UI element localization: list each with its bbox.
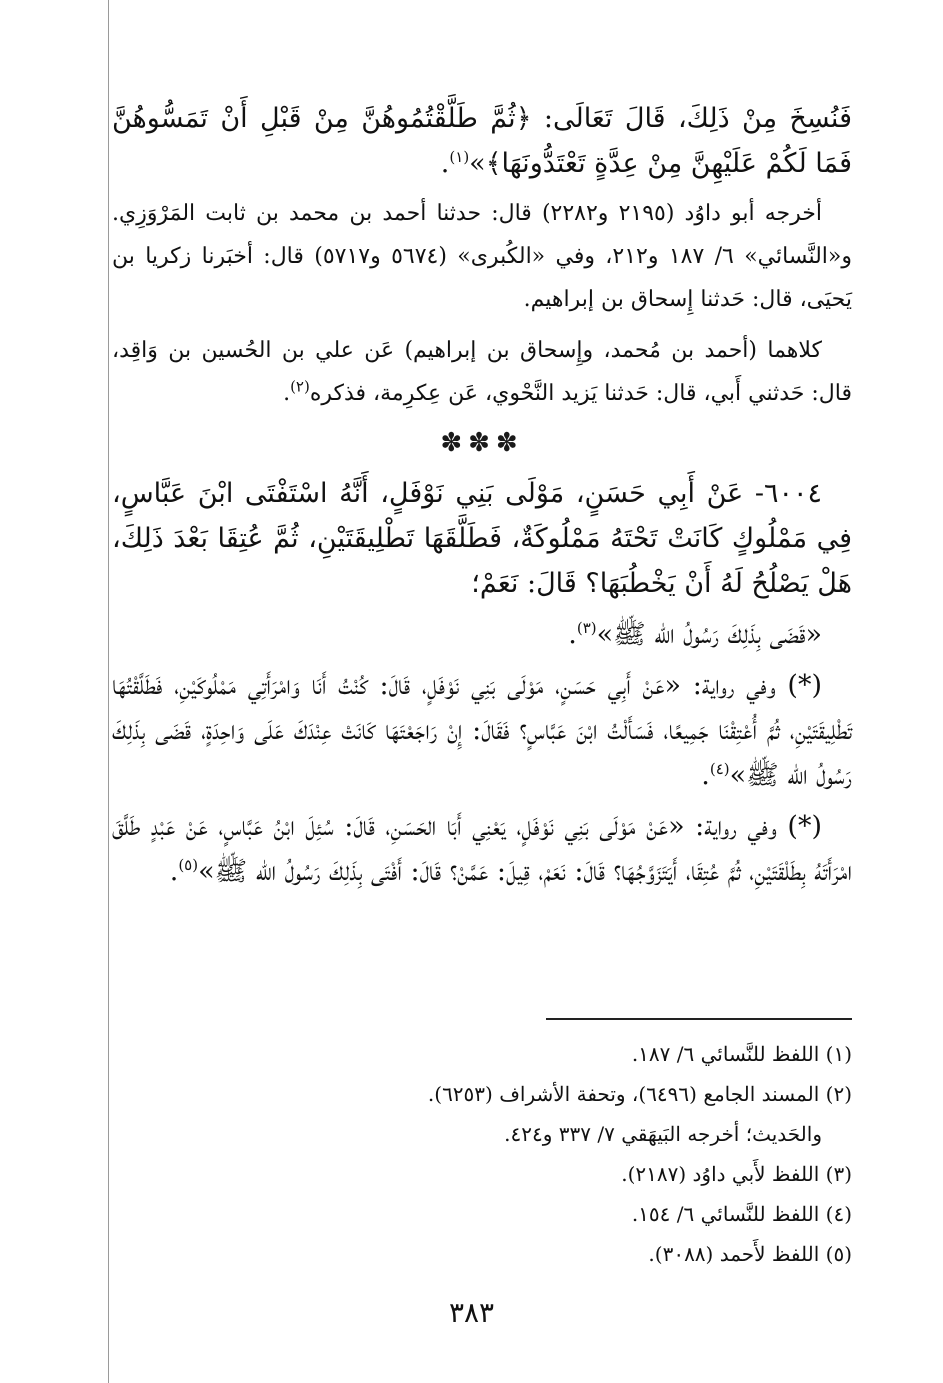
paragraph-riwaya-1 (112, 663, 852, 798)
page-number: ٣٨٣ (448, 1296, 495, 1329)
section-separator: ✽✽✽ (440, 428, 524, 458)
paragraph-text: «قَضَى بِذَلِكَ رَسُولُ الله ﷺ» (596, 619, 822, 650)
footnote-2-continuation: والحَديث؛ أخرجه البَيهَقي ٧/ ٣٣٧ و٤٢٤. (504, 1122, 822, 1146)
footnote-ref-3: (٣) (576, 619, 597, 637)
margin-rule (108, 0, 109, 1383)
footnote-divider (546, 1018, 852, 1020)
page-body (112, 96, 852, 900)
footnote-1: (١) اللفظ للنَّسائي ٦/ ١٨٧. (631, 1042, 852, 1066)
paragraph-takhrij-2 (112, 329, 852, 415)
footnote-2: (٢) المسند الجامع (٦٤٩٦)، وتحفة الأشراف (٦٢٥٣). (427, 1082, 852, 1106)
footnote-ref-4: (٤) (709, 760, 730, 778)
footnote-3: (٣) اللفظ لأَبي داوُد (٢١٨٧). (621, 1162, 852, 1186)
paragraph-text: (*) وفي رواية: «عَنْ مَوْلَى بَنِي نَوْفَلٍ، يَعْنِي أَبَا الحَسَنِ، قَالَ: سُئِلَ ابْنُ عَبَّاسٍ، عَنْ عَبْدٍ طَلَّقَ امْرَأَتَهُ بِطَلْقَتَيْنِ، ثُمَّ عُتِقَا، أَيَتَزَوَّجُهَا؟ قَالَ: نَعَمْ، قِيلَ: عَمَّنْ؟ قَالَ: أَفْتَى بِذَلِكَ رَسُولُ الله ﷺ» (112, 811, 852, 887)
paragraph-text: فَنُسِخَ مِنْ ذَلِكَ، قَالَ تَعَالَى: ﴿ثُمَّ طَلَّقْتُمُوهُنَّ مِنْ قَبْلِ أَنْ تَمَسُّوهُنَّ فَمَا لَكُمْ عَلَيْهِنَّ مِنْ عِدَّةٍ تَعْتَدُّونَهَا﴾» (112, 103, 852, 179)
period: . (169, 856, 179, 887)
period: . (283, 381, 291, 406)
paragraph-riwaya-2 (112, 804, 852, 894)
takhrij-section (112, 192, 852, 415)
paragraph-quran-verse (112, 96, 852, 186)
footnote-ref-5: (٥) (178, 856, 199, 874)
paragraph-takhrij-1: أخرجه أبو داوُد (٢١٩٥ و٢٢٨٢) قال: حدثنا أحمد بن محمد بن ثابت المَرْوَزِي. و«النَّسائي» ٦/ ١٨٧ و٢١٢، وفي «الكُبرى» (٥٦٧٤ و٥٧١٧) قال: أخبَرنا زكريا بن يَحيَى، قال: حَدثنا إِسحاق بن إبراهيم. (112, 201, 853, 312)
paragraph-text: (*) وفي رواية: «عَنْ أَبِي حَسَنٍ، مَوْلَى بَنِي نَوْفَلٍ، قَالَ: كُنْتُ أَنَا وَامْرَأَتِي مَمْلُوكَيْنِ، فَطَلَّقْتُهَا تَطْلِيقَتَيْنِ، ثُمَّ أُعْتِقْنَا جَمِيعًا، فَسَأَلْتُ ابْنَ عَبَّاسٍ؟ فَقَالَ: إِنْ رَاجَعْتَهَا كَانَتْ عِنْدَكَ عَلَى وَاحِدَةٍ، قَضَى بِذَلِكَ رَسُولُ الله ﷺ» (112, 670, 852, 791)
footnote-5: (٥) اللفظ لأَحمد (٣٠٨٨). (648, 1242, 852, 1266)
period: . (568, 619, 577, 650)
paragraph-hadith-6004: ٦٠٠٤- عَنْ أَبِي حَسَنٍ، مَوْلَى بَنِي نَوْفَلٍ، أَنَّهُ اسْتَفْتَى ابْنَ عَبَّاسٍ، فِي مَمْلُوكٍ كَانَتْ تَحْتَهُ مَمْلُوكَةٌ، فَطَلَّقَهَا تَطْلِيقَتَيْنِ، ثُمَّ عُتِقَا بَعْدَ ذَلِكَ، هَلْ يَصْلُحُ لَهُ أَنْ يَخْطُبَهَا؟ قَالَ: نَعَمْ؛ (112, 478, 852, 599)
main-text (112, 96, 852, 186)
paragraph-text: كلاهما (أحمد بن مُحمد، وإِسحاق بن إبراهيم) عَن علي بن الحُسين بن وَاقِد، قال: حَدثني أَبي، قال: حَدثنا يَزيد النَّحْوي، عَن عِكرِمة، فذكره (112, 338, 852, 406)
paragraph-qada (112, 612, 852, 657)
footnote-ref-2: (٢) (290, 377, 310, 396)
footnote-4: (٤) اللفظ للنَّسائي ٦/ ١٥٤. (631, 1202, 852, 1226)
period: . (701, 760, 710, 791)
footnotes (112, 1034, 852, 1274)
footnote-ref-1: (١) (449, 148, 470, 166)
hadith-section (112, 471, 852, 894)
period: . (440, 148, 450, 179)
